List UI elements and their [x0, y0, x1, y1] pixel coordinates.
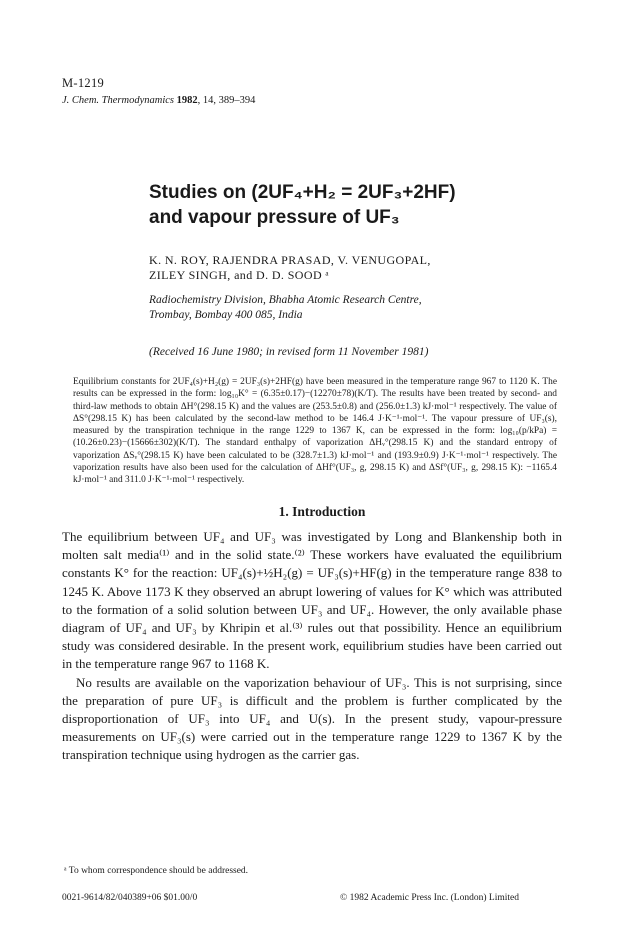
- paper-title-line-2: and vapour pressure of UF₃: [149, 207, 400, 228]
- paper-title-line-1: Studies on (2UF₄+H₂ = 2UF₃+2HF): [149, 182, 456, 203]
- footer-issn: 0021-9614/82/040389+06 $01.00/0: [62, 893, 198, 903]
- journal-citation: [62, 95, 255, 106]
- affiliation-line-1: Radiochemistry Division, Bhabha Atomic Research Centre,: [149, 294, 422, 306]
- body-text: [62, 528, 562, 765]
- author-list: [149, 253, 431, 283]
- body-paragraph-2: No results are available on the vaporization behaviour of UF₃. This is not surprising, since the preparation of pure UF₃ is difficult and the problem is further complicated by the disproportionation of UF₃ into UF₄ and U(s). In the present study, vapour-pressure measurements on UF₃(s) were carried out in the temperature range 1229 to 1367 K by the transpiration technique using hydrogen as the carrier gas.: [62, 674, 562, 763]
- received-dates: (Received 16 June 1980; in revised form 11 November 1981): [149, 346, 429, 358]
- abstract: [73, 376, 557, 487]
- journal-year: 1982: [176, 95, 198, 106]
- abstract-text: Equilibrium constants for 2UF₄(s)+H₂(g) = 2UF₃(s)+2HF(g) have been measured in the temperature range 967 to 1120 K. The results can be expressed in the form: log₁₀K° = (6.35±0.17)−(12270±78)(K/T). The results have been treated by second- and third-law methods to obtain ΔH°(298.15 K) and the values are (253.5±0.8) and (256.0±1.3) kJ·mol⁻¹ respectively. The value of ΔS°(298.15 K) has been calculated by the second-law method to be 146.4 J·K⁻¹·mol⁻¹. The vapour pressure of UF₃(s), measured by the transpiration technique in the range 1229 to 1367 K, can be expressed in the form: log₁₀(p/kPa) = (10.26±0.23)−(15666±302)(K/T). The standard enthalpy of vaporization ΔHᵥ°(298.15 K) and the standard entropy of vaporization ΔSᵥ°(298.15 K) have been calculated to be (328.7±1.3) kJ·mol⁻¹ and (193.9±0.9) J·K⁻¹·mol⁻¹ respectively. The vaporization results have also been used for the calculation of ΔHf°(UF₃, g, 298.15 K) and ΔSf°(UF₃, g, 298.15 K): −1165.4 kJ·mol⁻¹ and 311.0 J·K⁻¹·mol⁻¹ respectively.: [73, 377, 557, 486]
- author-line-1: K. N. ROY, RAJENDRA PRASAD, V. VENUGOPAL,: [149, 253, 431, 267]
- journal-name: J. Chem. Thermodynamics: [62, 95, 174, 106]
- journal-volume-pages: , 14, 389–394: [197, 95, 256, 106]
- manuscript-id: M-1219: [62, 76, 105, 90]
- author-affiliation: [149, 293, 422, 323]
- paper-title: [149, 180, 456, 230]
- body-paragraph-1: The equilibrium between UF₄ and UF₃ was investigated by Long and Blankenship both in molten salt media⁽¹⁾ and in the solid state.⁽²⁾ These workers have evaluated the equilibrium constants K° for the reaction: UF₄(s)+½H₂(g) = UF₃(s)+HF(g) in the temperature range 838 to 1245 K. Above 1173 K they observed an abrupt lowering of values for K° which was attributed to the formation of a solid solution between UF₃ and UF₄. However, the only available phase diagram of UF₄ and UF₃ by Khripin et al.⁽³⁾ rules out that possibility. Hence an equilibrium study was considered desirable. In the present work, equilibrium studies have been carried out in the temperature range 967 to 1168 K.: [62, 529, 562, 672]
- affiliation-line-2: Trombay, Bombay 400 085, India: [149, 309, 303, 321]
- footer-copyright: © 1982 Academic Press Inc. (London) Limited: [340, 893, 519, 903]
- section-heading: 1. Introduction: [278, 504, 366, 519]
- author-line-2: ZILEY SINGH, and D. D. SOOD ᵃ: [149, 268, 330, 282]
- footnote: ᵃ To whom correspondence should be addressed.: [64, 866, 249, 876]
